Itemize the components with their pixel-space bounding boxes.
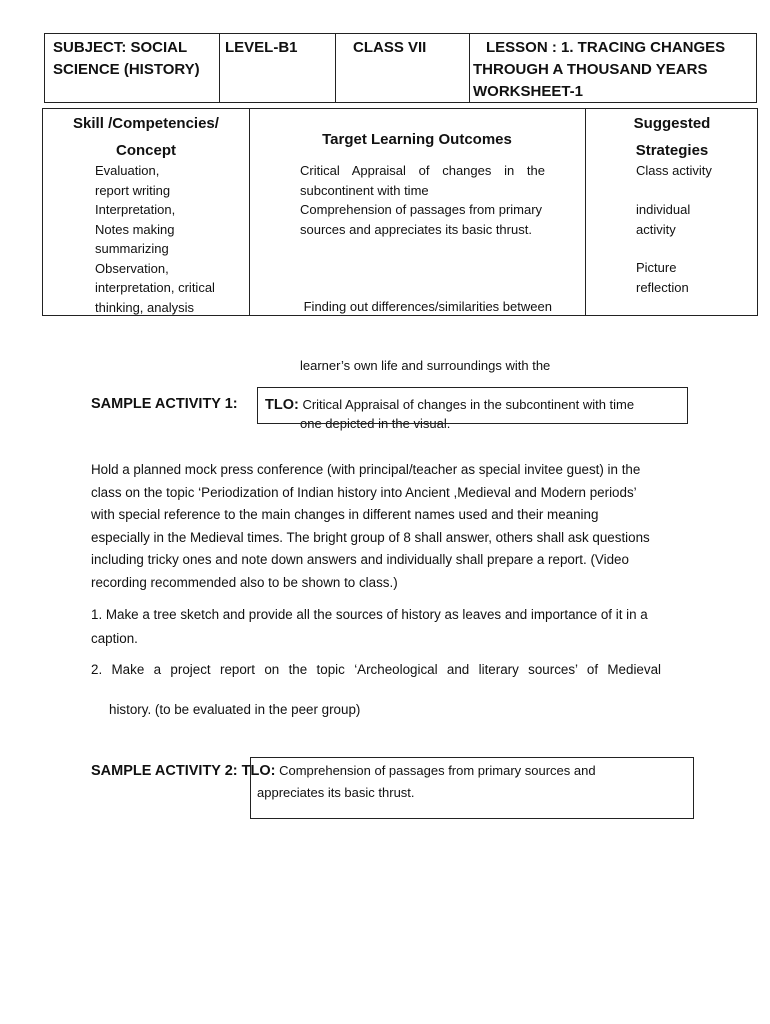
tlo-label: LO: <box>250 763 276 779</box>
activity1-task1 <box>91 603 671 651</box>
activity1-task2 <box>91 659 661 682</box>
task-line: caption. <box>91 631 138 646</box>
strategy-text: Picture <box>636 260 677 275</box>
lesson-line: WORKSHEET-1 <box>473 83 584 100</box>
header-table <box>44 33 757 103</box>
skills-column-header <box>43 110 249 164</box>
activity2-heading <box>91 763 596 779</box>
strategy-cell <box>636 161 712 181</box>
activity2-tlo-cont: appreciates its basic thrust. <box>257 785 415 800</box>
skill-text: Evaluation, <box>95 163 160 178</box>
activity2-label: SAMPLE ACTIVITY 2: T <box>91 763 251 779</box>
lesson-line: THROUGH A THOUSAND YEARS <box>473 61 708 78</box>
strategy-text: activity <box>636 221 676 237</box>
tlo-label: TLO: <box>265 397 299 413</box>
paragraph-line: with special reference to the main changes in different names used and their meaning <box>91 507 599 523</box>
outcome-cell <box>300 161 545 200</box>
strategy-text: individual <box>636 202 691 217</box>
header-divider <box>219 34 220 102</box>
lesson-cell <box>473 37 725 103</box>
skill-text: Notes making <box>95 221 175 237</box>
activity1-task2-cont: history. (to be evaluated in the peer group) <box>109 702 361 717</box>
header-text: Concept <box>116 142 176 159</box>
outcome-text: one depicted in the visual. <box>300 416 451 431</box>
subject-line: SUBJECT: SOCIAL <box>53 39 188 56</box>
paragraph-line: Hold a planned mock press conference (with principal/teacher as special invitee guest) in the <box>91 462 641 477</box>
paragraph-line: class on the topic ‘Periodization of Indian history into Ancient ,Medieval and Modern periods’ <box>91 484 637 500</box>
outcome-text: subcontinent with time <box>300 182 429 198</box>
outcome-text: sources and appreciates its basic thrust. <box>300 221 532 237</box>
skill-text: report writing <box>95 182 171 198</box>
activity1-tlo-box <box>257 387 688 424</box>
strategy-text: reflection <box>636 279 689 295</box>
task-line: 2. Make a project report on the topic ‘Archeological and literary sources’ of Medieval <box>91 662 661 677</box>
outcomes-column-header: Target Learning Outcomes <box>322 131 512 148</box>
skill-text: Interpretation, <box>95 202 176 217</box>
skill-text: Observation, <box>95 260 169 276</box>
skills-cell <box>95 161 215 317</box>
subject-line: SCIENCE (HISTORY) <box>53 61 200 78</box>
header-text: Skill /Competencies/ <box>73 115 219 132</box>
activity1-tlo <box>265 397 634 413</box>
strategy-cell <box>636 200 690 239</box>
task-line: 1. Make a tree sketch and provide all the sources of history as leaves and importance of it in a <box>91 607 648 622</box>
class-cell: CLASS VII <box>353 39 427 56</box>
outcome-cell <box>300 200 565 239</box>
skill-text: thinking, analysis <box>95 299 194 315</box>
header-divider <box>469 34 470 102</box>
strategy-text: Class activity <box>636 163 712 178</box>
tlo-text: Critical Appraisal of changes in the subcontinent with time <box>298 397 635 412</box>
paragraph-line: recording recommended also to be shown to class.) <box>91 574 398 590</box>
outcome-text: Critical Appraisal of changes in the <box>300 163 545 178</box>
header-divider <box>335 34 336 102</box>
outcome-cell <box>300 258 585 473</box>
strategies-column-header <box>585 110 759 164</box>
outcome-text: Finding out differences/similarities between <box>300 299 552 314</box>
activity1-paragraph <box>91 459 671 595</box>
skill-text: interpretation, critical <box>95 280 215 295</box>
outcome-text: learner’s own life and surroundings with the <box>300 357 551 373</box>
header-text: Strategies <box>635 142 709 159</box>
paragraph-line: including tricky ones and note down answers and individually shall prepare a report. (Video <box>91 552 629 568</box>
outcome-text: Comprehension of passages from primary <box>300 202 543 217</box>
activity1-label: SAMPLE ACTIVITY 1: <box>91 396 238 412</box>
lesson-line: LESSON : 1. TRACING CHANGES <box>486 39 726 56</box>
tlo-text: Comprehension of passages from primary sources and <box>275 763 596 778</box>
skill-text: summarizing <box>95 241 169 256</box>
paragraph-line: especially in the Medieval times. The bright group of 8 shall answer, others shall ask questions <box>91 529 650 545</box>
subject-cell <box>53 37 200 81</box>
level-cell: LEVEL-B1 <box>225 39 298 56</box>
strategy-cell <box>636 258 689 297</box>
header-text: Suggested <box>633 115 711 132</box>
